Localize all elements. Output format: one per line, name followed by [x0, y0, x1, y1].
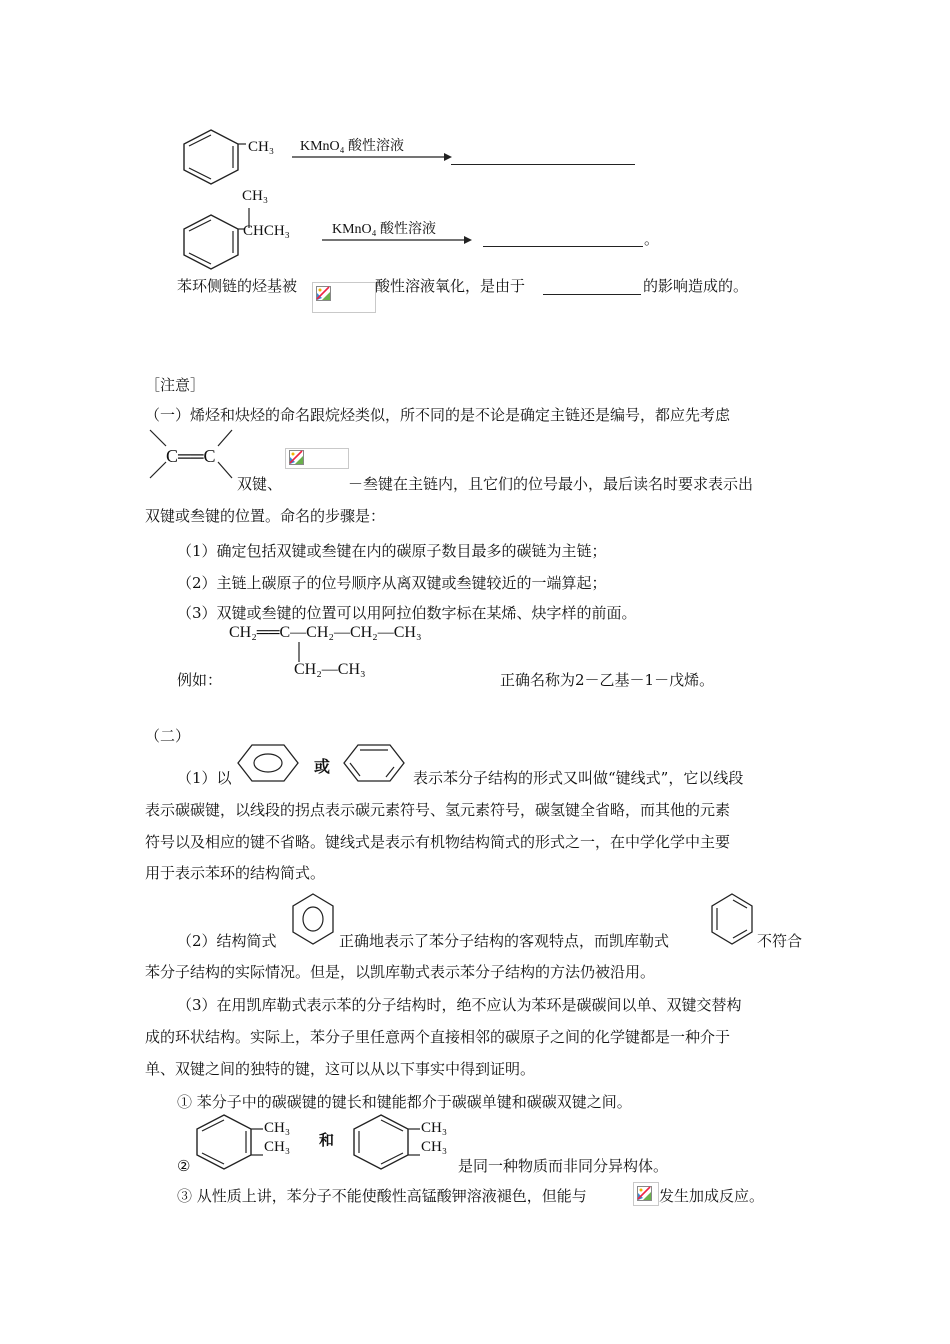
methyl-label: CH₃ [264, 1139, 291, 1155]
example-branch-bond [297, 642, 301, 662]
reaction2-end-mark: 。 [644, 230, 660, 248]
reaction2-arrow-icon [322, 236, 472, 244]
fact-1: ① 苯分子中的碳碳键的键长和键能都介于碳碳单键和碳碳双键之间。 [177, 1093, 632, 1111]
section2-p1-a: （1）以 [177, 769, 232, 787]
note-line-2b: －叁键在主链内，且它们的位号最小，最后读名时要求表示出 [348, 475, 754, 493]
broken-image-icon [316, 286, 331, 301]
broken-image-icon [289, 450, 304, 465]
broken-image-placeholder [312, 282, 376, 313]
reaction1-answer-blank[interactable] [451, 150, 635, 165]
example-name: 正确名称为2－乙基－1－戊烯。 [500, 671, 715, 689]
reaction1-substituent: CH₃ [248, 139, 275, 155]
note-header: ［注意］ [145, 376, 206, 394]
oxidation-answer-blank[interactable] [543, 280, 641, 295]
benzene-circle-icon [236, 743, 300, 783]
broken-image-placeholder [285, 448, 349, 469]
reaction2-reagent: KMnO₄ 酸性溶液 [332, 222, 437, 237]
section2-p3-line3: 单、双键之间的独特的键，这可以从以下事实中得到证明。 [145, 1060, 536, 1078]
fact-2-text: 是同一种物质而非同分异构体。 [458, 1157, 669, 1175]
section2-p1-line2: 表示碳碳键，以线段的拐点表示碳元素符号、氢元素符号，碳氢键全省略，而其他的元素 [145, 801, 731, 819]
section2-p1-line4: 用于表示苯环的结构简式。 [145, 864, 326, 882]
benzene-circle-vertical-icon [291, 892, 335, 946]
note-line-2a: 双键、 [237, 475, 283, 493]
section2-p3-line1: （3）在用凯库勒式表示苯的分子结构时，绝不应认为苯环是碳碳间以单、双键交替构 [177, 996, 742, 1014]
fact-3-a: ③ 从性质上讲，苯分子不能使酸性高锰酸钾溶液褪色，但能与 [177, 1187, 587, 1205]
reaction2-top-group: CH₃ [242, 188, 269, 204]
note-step-3: （3）双键或叁键的位置可以用阿拉伯数字标在某烯、炔字样的前面。 [177, 604, 637, 622]
dimethylbenzene-kekule-icon-2 [350, 1113, 422, 1171]
methyl-label: CH₃ [421, 1120, 448, 1136]
section2-p2-line2: 苯分子结构的实际情况。但是，以凯库勒式表示苯分子结构的方法仍被沿用。 [145, 963, 656, 981]
reaction2-substituent: CHCH₃ [243, 223, 290, 239]
reaction1-arrow-icon [292, 153, 452, 161]
benzene-kekule-icon [342, 743, 406, 783]
oxidation-text-2: 酸性溶液氧化，是由于 [375, 277, 526, 295]
fact-2-and: 和 [319, 1131, 335, 1149]
benzene-ring-icon [180, 128, 242, 186]
note-line-3: 双键或叁键的位置。命名的步骤是： [145, 507, 386, 525]
section2-p3-line2: 成的环状结构。实际上，苯分子里任意两个直接相邻的碳原子之间的化学键都是一种介于 [145, 1028, 731, 1046]
methyl-label: CH₃ [421, 1139, 448, 1155]
note-line-1: （一）烯烃和炔烃的命名跟烷烃类似，所不同的是不论是确定主链还是编号，都应先考虑 [145, 406, 731, 424]
reaction1-reagent: KMnO₄ 酸性溶液 [300, 139, 405, 154]
oxidation-text-3: 的影响造成的。 [643, 277, 749, 295]
note-step-1: （1）确定包括双键或叁键在内的碳原子数目最多的碳链为主链； [177, 542, 607, 560]
fact-2-marker: ② [177, 1157, 191, 1175]
section2-p1-line3: 符号以及相应的键不省略。键线式是表示有机物结构简式的形式之一，在中学化学中主要 [145, 833, 731, 851]
reaction2-answer-blank[interactable] [483, 232, 643, 247]
dimethylbenzene-kekule-icon-1 [193, 1113, 265, 1171]
section2-header: （二） [145, 727, 191, 745]
section2-p2-b: 正确地表示了苯分子结构的客观特点，而凯库勒式 [339, 932, 670, 950]
double-bond-label: C══C [166, 446, 216, 466]
section2-or: 或 [314, 757, 331, 776]
note-step-2: （2）主链上碳原子的位号顺序从离双键或叁键较近的一端算起； [177, 574, 607, 592]
broken-image-icon [637, 1186, 652, 1201]
benzene-ring-icon [180, 213, 242, 271]
section2-p2-a: （2）结构简式 [177, 932, 277, 950]
example-branch: CH₂—CH₃ [294, 661, 366, 678]
fact-3-b: 发生加成反应。 [659, 1187, 765, 1205]
methyl-label: CH₃ [264, 1120, 291, 1136]
broken-image-placeholder [633, 1182, 659, 1206]
oxidation-text-1: 苯环侧链的烃基被 [177, 277, 298, 295]
example-label: 例如： [177, 671, 223, 689]
benzene-kekule-vertical-icon [710, 892, 754, 946]
example-main-chain: CH₂══C—CH₂—CH₂—CH₃ [229, 624, 422, 641]
section2-p1-b: 表示苯分子结构的形式又叫做“键线式”，它以线段 [413, 769, 744, 787]
section2-p2-c: 不符合 [757, 932, 803, 950]
